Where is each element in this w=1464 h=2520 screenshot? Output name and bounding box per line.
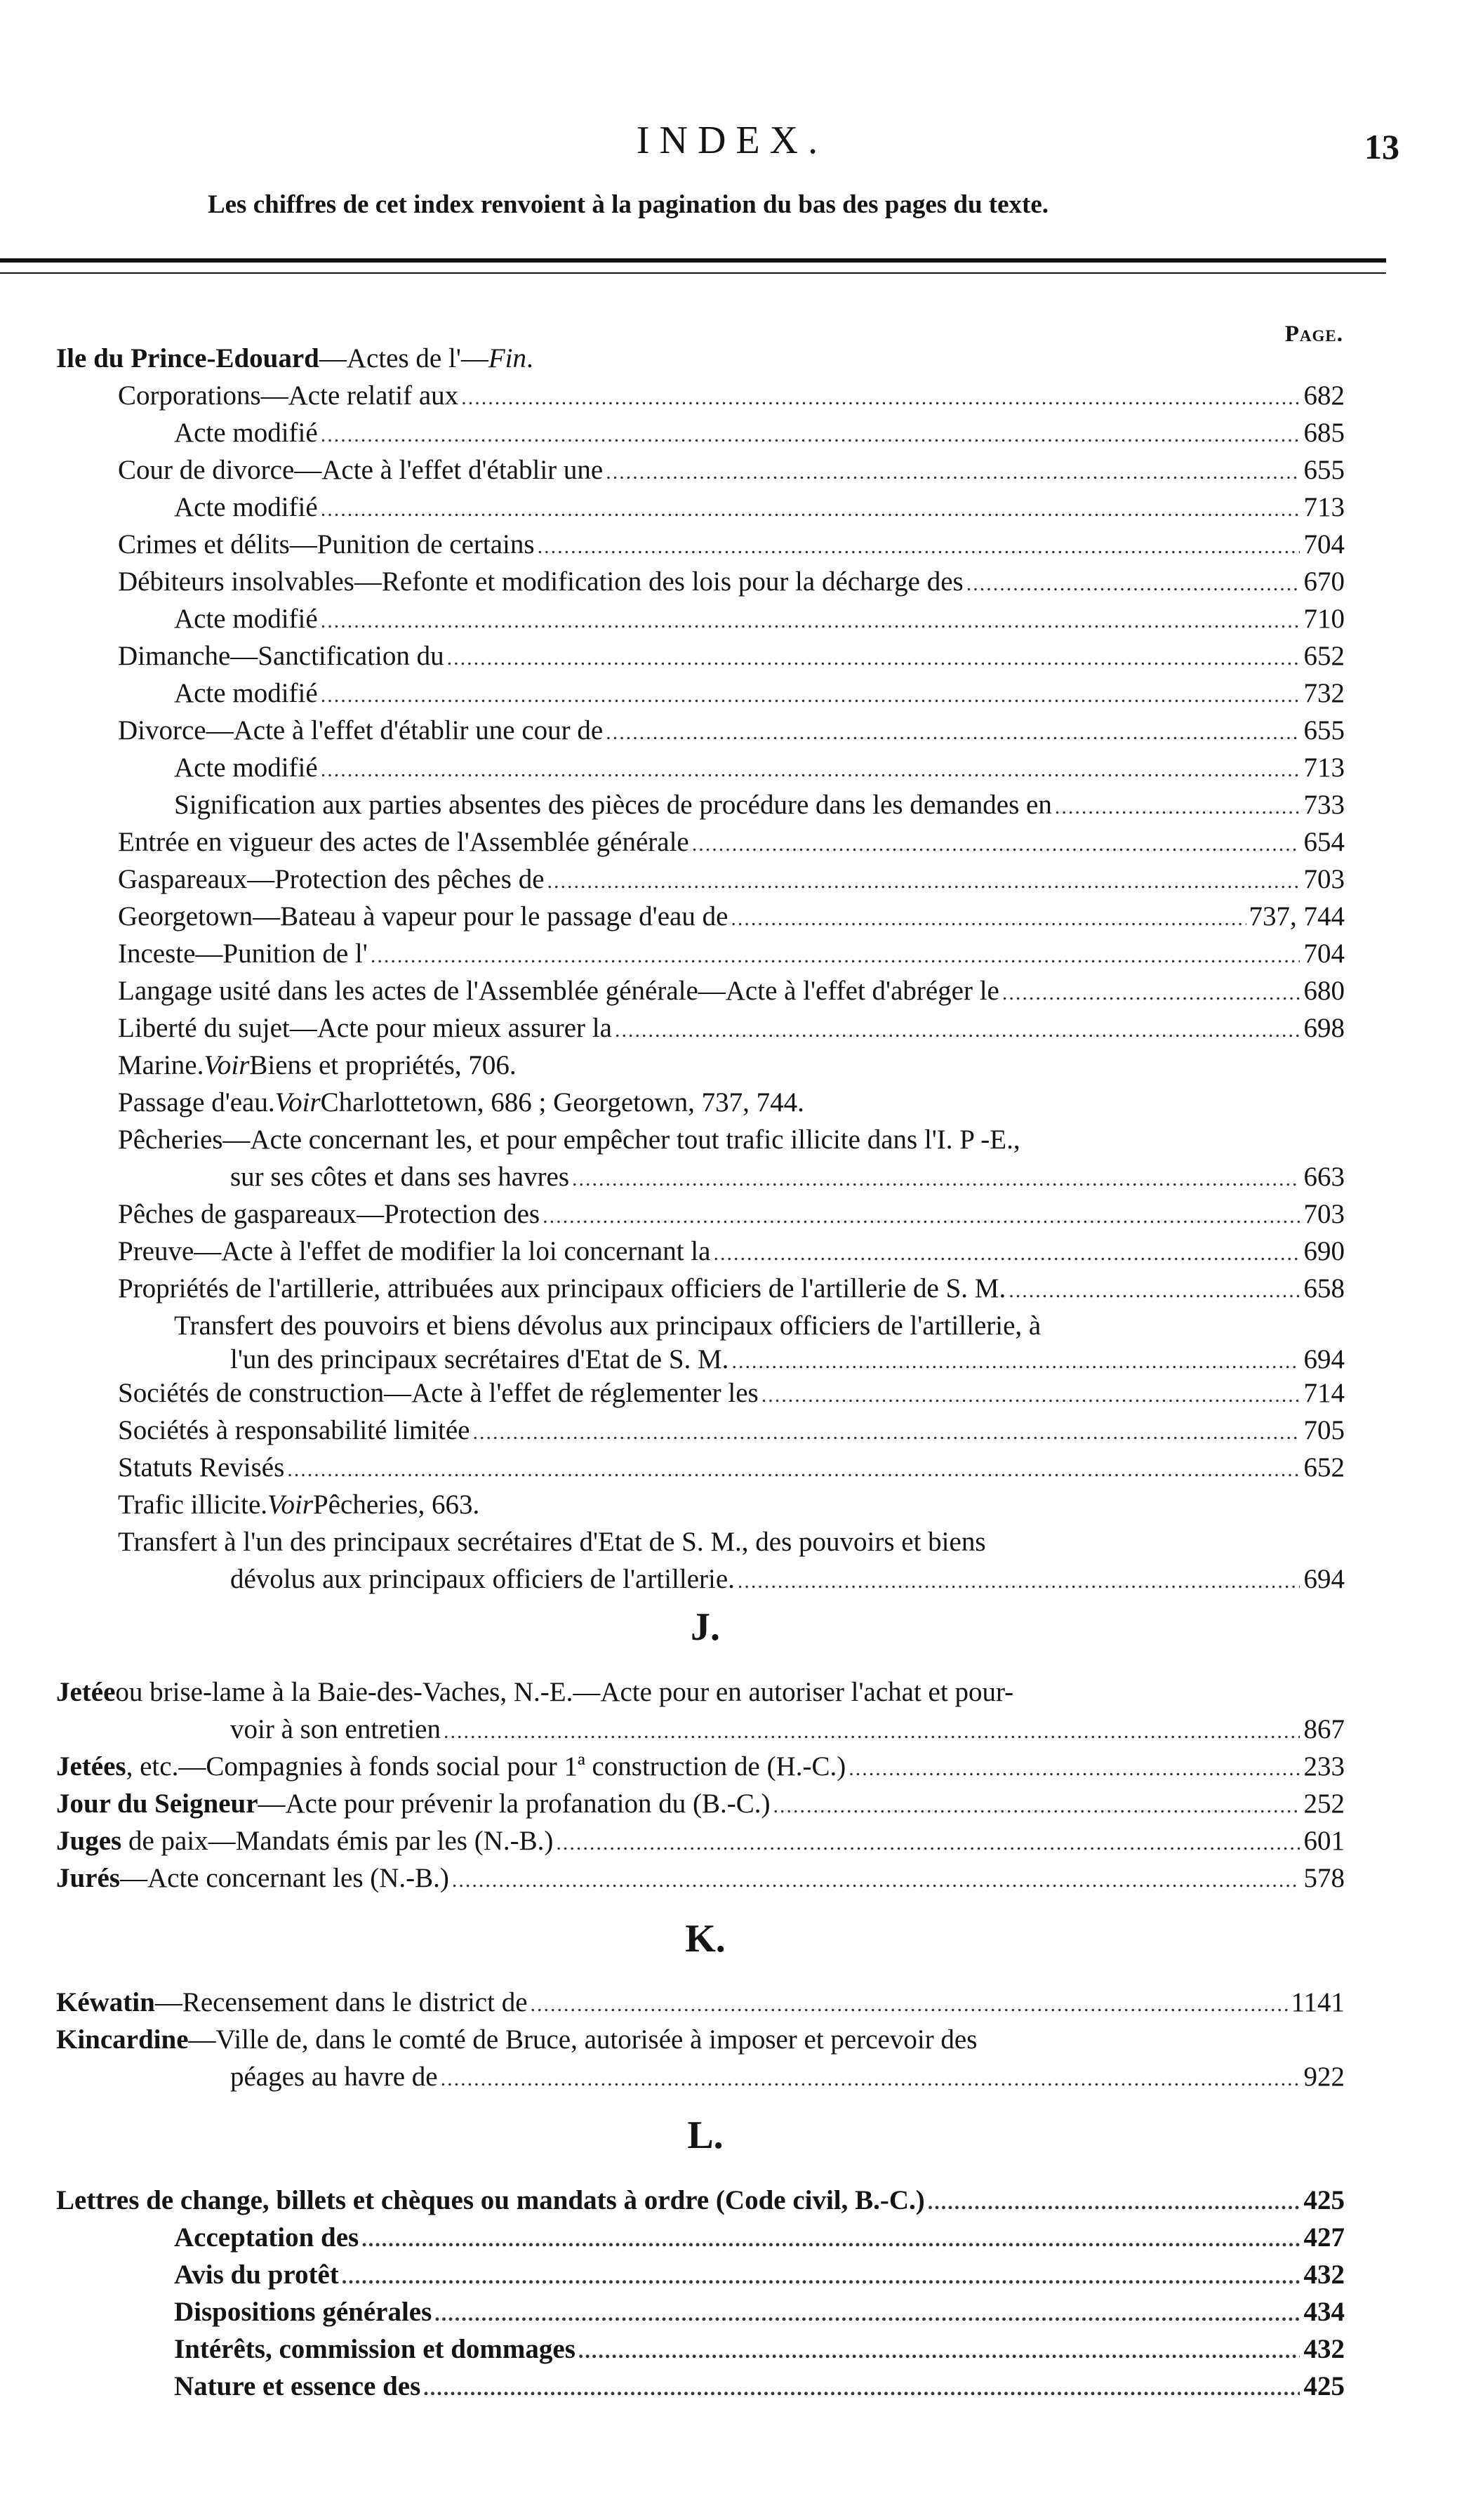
entry-page: 655 [1303, 715, 1345, 745]
entry-text: , etc.—Compagnies à fonds social pour 1ª construction de (H.-C.) [126, 1751, 846, 1782]
index-entry [174, 675, 1345, 712]
index-entry [56, 1822, 1345, 1860]
entry-page: 704 [1303, 939, 1345, 969]
entry-text: Acte modifié [174, 678, 318, 708]
dot-leader [321, 677, 1300, 715]
index-subtitle: Les chiffres de cet index renvoient à la pagination du bas des pages du texte. [207, 190, 1049, 219]
index-entry [174, 2368, 1345, 2406]
entry-text: dévolus aux principaux officiers de l'artillerie. [230, 1564, 735, 1594]
xref-target: Charlottetown, 686 ; Georgetown, 737, 744. [320, 1087, 804, 1118]
entry-page: 703 [1303, 1199, 1345, 1229]
dot-leader [692, 825, 1300, 863]
index-heading-ile [56, 340, 533, 378]
xref-text: Trafic illicite. [118, 1490, 268, 1520]
entry-page: 432 [1303, 2260, 1345, 2290]
index-entry-continued [118, 1523, 986, 1561]
dot-leader [761, 1377, 1300, 1414]
entry-keyword: Juges [56, 1826, 122, 1856]
heading-bold: Ile du Prince-Edouard [56, 343, 319, 373]
dot-leader [731, 900, 1246, 938]
dot-leader [572, 1160, 1300, 1198]
dot-leader [713, 1235, 1300, 1273]
entry-page: 690 [1303, 1236, 1345, 1266]
entry-text: l'un des principaux secrétaires d'Etat de S. M. [230, 1344, 729, 1374]
entry-text: Acte modifié [174, 752, 318, 783]
entry-page: 714 [1303, 1378, 1345, 1408]
entry-text: Inceste—Punition de l' [118, 939, 368, 969]
entry-text: Acceptation des [174, 2222, 359, 2253]
entry-text: Pêcheries—Acte concernant les, et pour empêcher tout trafic illicite dans l'I. P -E., [118, 1125, 1020, 1155]
dot-leader [423, 2370, 1300, 2408]
entry-page: 704 [1303, 529, 1345, 559]
entry-text: Transfert des pouvoirs et biens dévolus aux principaux officiers de l'artillerie, à [174, 1311, 1042, 1341]
entry-page: 867 [1303, 1714, 1345, 1744]
entry-page: 652 [1303, 641, 1345, 671]
entry-text: —Acte pour prévenir la profanation du (B.-C.) [258, 1789, 771, 1819]
dot-leader [441, 2060, 1300, 2098]
entry-page: 601 [1303, 1826, 1345, 1856]
entry-page: 705 [1303, 1415, 1345, 1445]
entry-page: 434 [1303, 2297, 1345, 2327]
entry-text: Signification aux parties absentes des pièces de procédure dans les demandes en [174, 790, 1052, 820]
dot-leader [928, 2184, 1300, 2222]
index-entry [118, 526, 1345, 564]
xref-voir: Voir [274, 1087, 321, 1118]
page-number: 13 [1364, 127, 1399, 166]
index-entry [230, 2058, 1345, 2096]
dot-leader [461, 379, 1300, 417]
entry-text: Entrée en vigueur des actes de l'Assemblée générale [118, 827, 689, 857]
index-entry [118, 861, 1345, 898]
entry-text: péages au havre de [230, 2062, 438, 2092]
dot-leader [615, 1012, 1300, 1049]
index-entry [174, 489, 1345, 526]
entry-text: Preuve—Acte à l'effet de modifier la loi concernant la [118, 1236, 711, 1266]
entry-keyword: Kéwatin [56, 1987, 155, 2017]
entry-page: 1141 [1291, 1987, 1345, 2017]
index-entry [230, 1158, 1345, 1196]
entry-page: 670 [1303, 566, 1345, 597]
entry-page: 252 [1303, 1789, 1345, 1819]
dot-leader [547, 863, 1300, 901]
entry-text: Gaspareaux—Protection des pêches de [118, 864, 545, 894]
entry-text: Pêches de gaspareaux—Protection des [118, 1199, 540, 1229]
dot-leader [444, 1713, 1300, 1751]
index-entry [118, 1412, 1345, 1450]
entry-text: Sociétés de construction—Acte à l'effet de réglementer les [118, 1378, 759, 1408]
index-entry [118, 1009, 1345, 1047]
entry-text: —Recensement dans le district de [154, 1987, 528, 2017]
index-entry [174, 600, 1345, 638]
entry-page: 922 [1303, 2062, 1345, 2092]
dot-leader [472, 1414, 1300, 1452]
xref-target: Biens et propriétés, 706. [249, 1050, 517, 1080]
entry-text: Cour de divorce—Acte à l'effet d'établir une [118, 455, 604, 485]
dot-leader [434, 2295, 1300, 2333]
page-title: INDEX. [636, 119, 828, 162]
entry-text: Corporations—Acte relatif aux [118, 380, 459, 411]
entry-text: Crimes et délits—Punition de certains [118, 529, 535, 559]
entry-page: 658 [1303, 1273, 1345, 1304]
dot-leader [606, 714, 1300, 752]
dot-leader [966, 565, 1300, 603]
dot-leader [321, 602, 1300, 640]
entry-text: Avis du protêt [174, 2260, 339, 2290]
entry-keyword: Jetée [56, 1677, 116, 1707]
index-entry [230, 1341, 1345, 1379]
entry-keyword: Kincardine [56, 2024, 189, 2055]
index-entry [118, 972, 1345, 1010]
heading-end: . [526, 343, 533, 373]
dot-leader [556, 1824, 1300, 1862]
dot-leader [1055, 788, 1300, 826]
entry-page: 680 [1303, 976, 1345, 1006]
index-entry [118, 1270, 1345, 1308]
index-entry [118, 898, 1345, 936]
entry-text: Georgetown—Bateau à vapeur pour le passage d'eau de [118, 901, 728, 931]
page-column-label: Page. [1284, 321, 1343, 347]
entry-text: ou brise-lame à la Baie-des-Vaches, N.-E.—Acte pour en autoriser l'achat et pour- [115, 1677, 1014, 1707]
index-entry [118, 637, 1345, 675]
entry-page: 425 [1303, 2371, 1345, 2401]
index-entry-continued [174, 1307, 1041, 1345]
dot-leader [321, 491, 1300, 529]
entry-text: Divorce—Acte à l'effet d'établir une cour de [118, 715, 604, 745]
entry-text: de paix—Mandats émis par les (N.-B.) [121, 1826, 554, 1856]
entry-text: voir à son entretien [230, 1714, 441, 1744]
entry-page: 713 [1303, 492, 1345, 522]
dot-leader [447, 639, 1300, 677]
dot-leader [452, 1862, 1300, 1899]
heading-rest: —Actes de l'— [319, 343, 488, 373]
entry-page: 682 [1303, 380, 1345, 411]
xref-target: Pêcheries, 663. [313, 1490, 480, 1520]
index-entry [174, 414, 1345, 452]
entry-text: Dimanche—Sanctification du [118, 641, 444, 671]
index-entry [118, 451, 1345, 489]
dot-leader [531, 1986, 1289, 2024]
entry-text: Acte modifié [174, 492, 318, 522]
index-entry [118, 377, 1345, 415]
entry-page: 732 [1303, 678, 1345, 708]
xref-text: Passage d'eau. [118, 1087, 275, 1118]
dot-leader [578, 2333, 1300, 2370]
entry-page: 694 [1303, 1344, 1345, 1374]
dot-leader [371, 937, 1300, 975]
index-entry [56, 1748, 1345, 1786]
section-letter-j: J. [691, 1605, 720, 1649]
entry-text: —Ville de, dans le comté de Bruce, autorisée à imposer et percevoir des [188, 2024, 978, 2055]
dot-leader [738, 1563, 1300, 1600]
entry-text: Transfert à l'un des principaux secrétaires d'Etat de S. M., des pouvoirs et biens [118, 1527, 986, 1557]
entry-keyword: Jetées [56, 1751, 126, 1782]
index-entry [230, 1711, 1345, 1749]
entry-text: sur ses côtes et dans ses havres [230, 1162, 570, 1192]
entry-page: 737, 744 [1249, 901, 1345, 931]
index-entry [56, 1859, 1345, 1897]
index-entry-continued [118, 1121, 1020, 1159]
entry-text: —Acte concernant les (N.-B.) [120, 1863, 449, 1893]
dot-leader [538, 528, 1300, 566]
index-entry [230, 1560, 1345, 1598]
entry-text: Lettres de change, billets et chèques ou mandats à ordre (Code civil, B.-C.) [56, 2185, 925, 2215]
entry-page: 698 [1303, 1013, 1345, 1043]
index-entry [118, 563, 1345, 601]
entry-page: 432 [1303, 2334, 1345, 2364]
dot-leader [287, 1451, 1300, 1489]
entry-page: 733 [1303, 790, 1345, 820]
index-entry [174, 749, 1345, 787]
entry-page: 703 [1303, 864, 1345, 894]
entry-page: 425 [1303, 2185, 1345, 2215]
index-entry [174, 786, 1345, 824]
entry-text: Liberté du sujet—Acte pour mieux assurer la [118, 1013, 612, 1043]
entry-text: Sociétés à responsabilité limitée [118, 1415, 470, 1445]
index-entry [118, 1449, 1345, 1487]
index-entry [118, 1195, 1345, 1233]
index-entry-continued [56, 2021, 977, 2059]
dot-leader [849, 1750, 1300, 1788]
entry-text: Statuts Revisés [118, 1452, 285, 1483]
dot-leader [773, 1787, 1300, 1825]
entry-page: 233 [1303, 1751, 1345, 1782]
index-entry [174, 2219, 1345, 2257]
dot-leader [543, 1198, 1300, 1235]
heading-italic: Fin [488, 343, 527, 373]
entry-page: 694 [1303, 1564, 1345, 1594]
entry-text: Nature et essence des [174, 2371, 421, 2401]
entry-page: 710 [1303, 604, 1345, 634]
dot-leader [361, 2221, 1300, 2259]
entry-page: 713 [1303, 752, 1345, 783]
entry-page: 654 [1303, 827, 1345, 857]
entry-page: 655 [1303, 455, 1345, 485]
index-entry [118, 1374, 1345, 1412]
entry-text: Langage usité dans les actes de l'Assemblée générale—Acte à l'effet d'abréger le [118, 976, 999, 1006]
index-entry [174, 2330, 1345, 2368]
xref-text: Marine. [118, 1050, 204, 1080]
entry-text: Acte modifié [174, 418, 318, 448]
entry-keyword: Jurés [56, 1863, 120, 1893]
entry-page: 578 [1303, 1863, 1345, 1893]
dot-leader [342, 2258, 1300, 2296]
index-entry [56, 1785, 1345, 1823]
entry-keyword: Jour du Seigneur [56, 1789, 258, 1819]
entry-text: Dispositions générales [174, 2297, 432, 2327]
dot-leader [321, 416, 1300, 454]
xref-voir: Voir [204, 1050, 250, 1080]
entry-page: 663 [1303, 1162, 1345, 1192]
section-letter-k: K. [685, 1917, 726, 1961]
dot-leader [606, 453, 1300, 491]
index-entry [118, 823, 1345, 861]
index-entry [56, 2182, 1345, 2220]
cross-reference-trafic [118, 1486, 479, 1524]
index-entry [174, 2293, 1345, 2331]
dot-leader [1002, 974, 1300, 1012]
index-entry [56, 1984, 1345, 2022]
entry-page: 685 [1303, 418, 1345, 448]
index-entry [118, 712, 1345, 750]
entry-text: Débiteurs insolvables—Refonte et modification des lois pour la décharge des [118, 566, 964, 597]
dot-leader [1009, 1272, 1300, 1310]
index-entry-continued [56, 1673, 1013, 1711]
entry-page: 652 [1303, 1452, 1345, 1483]
index-entry [118, 935, 1345, 973]
dot-leader [321, 751, 1300, 789]
entry-text: Acte modifié [174, 604, 318, 634]
index-entry [174, 2256, 1345, 2294]
entry-page: 427 [1303, 2222, 1345, 2253]
index-entry [118, 1233, 1345, 1271]
section-letter-l: L. [687, 2114, 724, 2157]
entry-text: Propriétés de l'artillerie, attribuées aux principaux officiers de l'artillerie de S. M. [118, 1273, 1006, 1304]
cross-reference-passage [118, 1084, 804, 1122]
entry-text: Intérêts, commission et dommages [174, 2334, 575, 2364]
cross-reference-marine [118, 1047, 517, 1085]
xref-voir: Voir [267, 1490, 314, 1520]
